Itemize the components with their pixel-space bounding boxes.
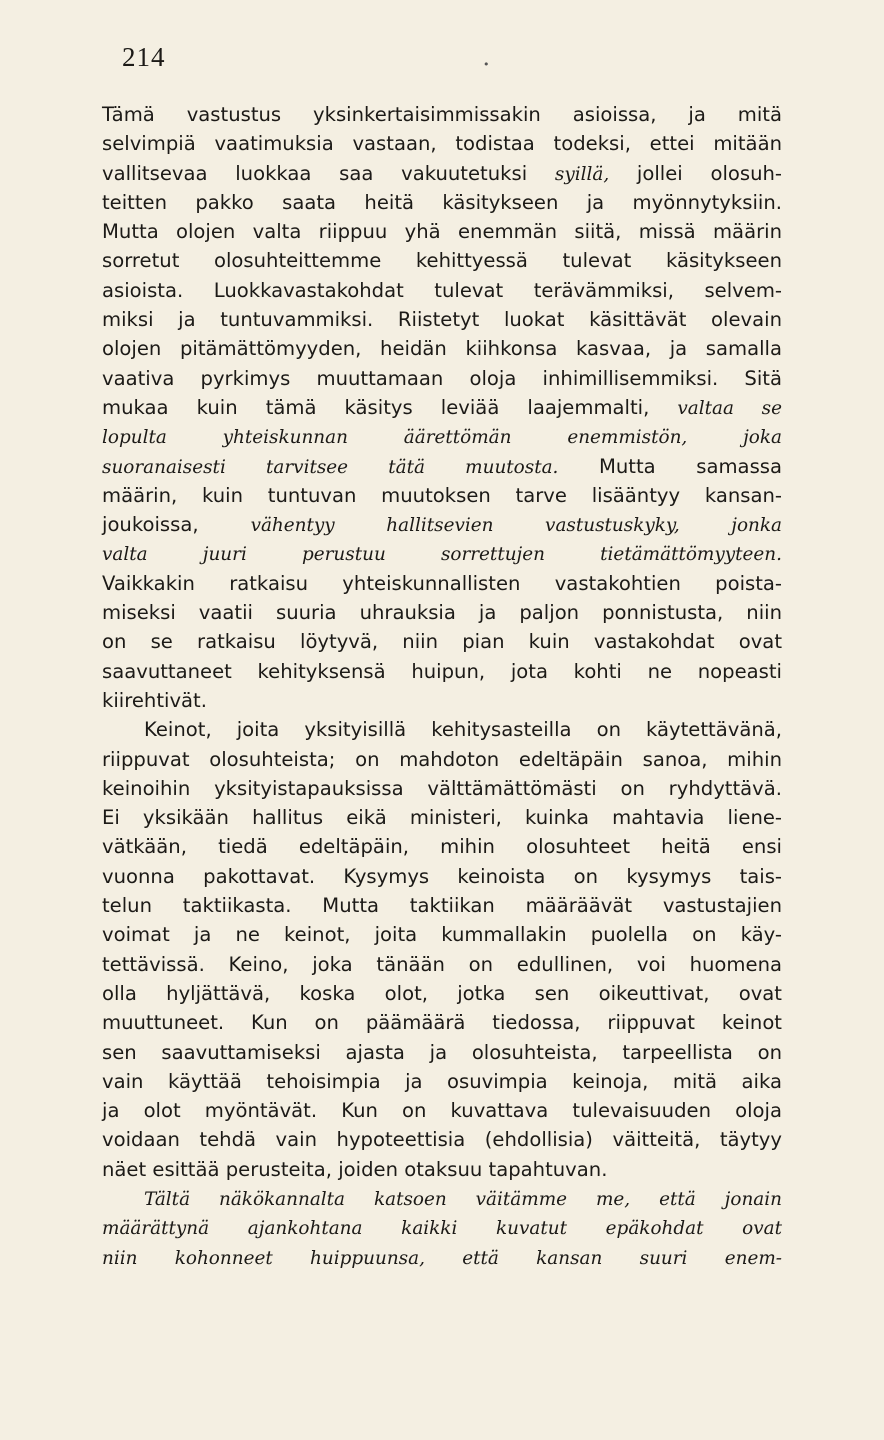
italic-emphasis: vähentyy hallitsevien vastustuskyky, jonka — [250, 515, 782, 537]
italic-emphasis: niin kohonneet huippuunsa, että kansan suuri enem- — [102, 1247, 782, 1269]
text-line — [102, 539, 782, 568]
text-line: vain käyttää tehoisimpia ja osuvimpia keinoja, mitä aika — [102, 1069, 782, 1093]
text-line — [102, 422, 782, 451]
text-line: vuonna pakottavat. Kysymys keinoista on kysymys tais- — [102, 864, 782, 888]
text-line: näet esittää perusteita, joiden otaksuu tapahtuvan. — [102, 1157, 608, 1181]
text-line: vallitsevaa luokkaa saa vakuutetuksi syillä, jollei olosuh- — [102, 161, 783, 185]
body-text — [102, 100, 782, 1272]
text-line: mukaa kuin tämä käsitys leviää laajemmalti, valtaa se — [102, 395, 782, 419]
text-line: sen saavuttamiseksi ajasta ja olosuhteista, tarpeellista on — [102, 1040, 782, 1064]
text-line: selvimpiä vaatimuksia vastaan, todistaa todeksi, ettei mitään — [102, 132, 782, 156]
text-line: joukoissa, vähentyy hallitsevien vastustuskyky, jonka — [102, 513, 782, 537]
text-line: määrin, kuin tuntuvan muutoksen tarve lisääntyy kansan- — [102, 483, 782, 507]
text-line: teitten pakko saata heitä käsitykseen ja myönnytyksiin. — [102, 190, 782, 214]
text-line: on se ratkaisu löytyvä, niin pian kuin vastakohdat ovat — [102, 630, 782, 654]
italic-emphasis: syillä, — [554, 163, 610, 185]
text-line: muuttuneet. Kun on päämäärä tiedossa, riippuvat keinot — [102, 1011, 782, 1035]
italic-emphasis: valtaa se — [677, 397, 782, 419]
text-line: voimat ja ne keinot, joita kummallakin puolella on käy- — [102, 923, 782, 947]
text-line: miksi ja tuntuvammiksi. Riistetyt luokat käsittävät olevain — [102, 308, 782, 332]
text-line: olla hyljättävä, koska olot, jotka sen oikeuttivat, ovat — [102, 981, 782, 1005]
text-line: vaativa pyrkimys muuttamaan oloja inhimillisemmiksi. Sitä — [102, 366, 782, 390]
text-line: tettävissä. Keino, joka tänään on edullinen, voi huomena — [102, 952, 782, 976]
text-line: Vaikkakin ratkaisu yhteiskunnallisten vastakohtien poista- — [102, 571, 782, 595]
text-line: Tämä vastustus yksinkertaisimmissakin asioissa, ja mitä — [102, 103, 782, 126]
page-mark: • — [483, 58, 490, 71]
italic-emphasis: valta juuri perustuu sorrettujen tietämättömyyteen. — [102, 544, 782, 566]
text-line: olojen pitämättömyyden, heidän kiihkonsa kasvaa, ja samalla — [102, 337, 782, 361]
text-line: saavuttaneet kehityksensä huipun, jota kohti ne nopeasti — [102, 659, 782, 683]
italic-emphasis: määrättynä ajankohtana kaikki kuvatut epäkohdat ovat — [102, 1218, 782, 1240]
italic-emphasis: Tältä näkökannalta katsoen väitämme me, että jonain — [144, 1188, 782, 1210]
text-line: asioista. Luokkavastakohdat tulevat terävämmiksi, selvem- — [102, 278, 782, 302]
italic-emphasis: lopulta yhteiskunnan äärettömän enemmistön, joka — [102, 427, 782, 449]
text-line: suoranaisesti tarvitsee tätä muutosta. Mutta samassa — [102, 454, 782, 478]
text-line: Keinot, joita yksityisillä kehitysasteilla on käytettävänä, — [144, 718, 782, 742]
text-line: vätkään, tiedä edeltäpäin, mihin olosuhteet heitä ensi — [102, 835, 782, 859]
text-line: Ei yksikään hallitus eikä ministeri, kuinka mahtavia liene- — [102, 806, 782, 830]
page-number: 214 — [122, 42, 166, 72]
text-line: sorretut olosuhteittemme kehittyessä tulevat käsitykseen — [102, 249, 782, 273]
text-line: Mutta olojen valta riippuu yhä enemmän siitä, missä määrin — [102, 220, 782, 244]
text-line: kiirehtivät. — [102, 688, 207, 712]
italic-emphasis: suoranaisesti tarvitsee tätä muutosta. — [102, 456, 559, 478]
text-line — [102, 1243, 782, 1272]
text-line: keinoihin yksityistapauksissa välttämättömästi on ryhdyttävä. — [102, 776, 782, 800]
text-line: telun taktiikasta. Mutta taktiikan määräävät vastustajien — [102, 894, 782, 918]
text-line: voidaan tehdä vain hypoteettisia (ehdollisia) väitteitä, täytyy — [102, 1128, 782, 1152]
text-line — [102, 1213, 782, 1242]
text-line — [102, 1184, 782, 1213]
text-line: riippuvat olosuhteista; on mahdoton edeltäpäin sanoa, mihin — [102, 747, 782, 771]
text-line: miseksi vaatii suuria uhrauksia ja paljon ponnistusta, niin — [102, 601, 782, 625]
text-line: ja olot myöntävät. Kun on kuvattava tulevaisuuden oloja — [102, 1099, 782, 1123]
